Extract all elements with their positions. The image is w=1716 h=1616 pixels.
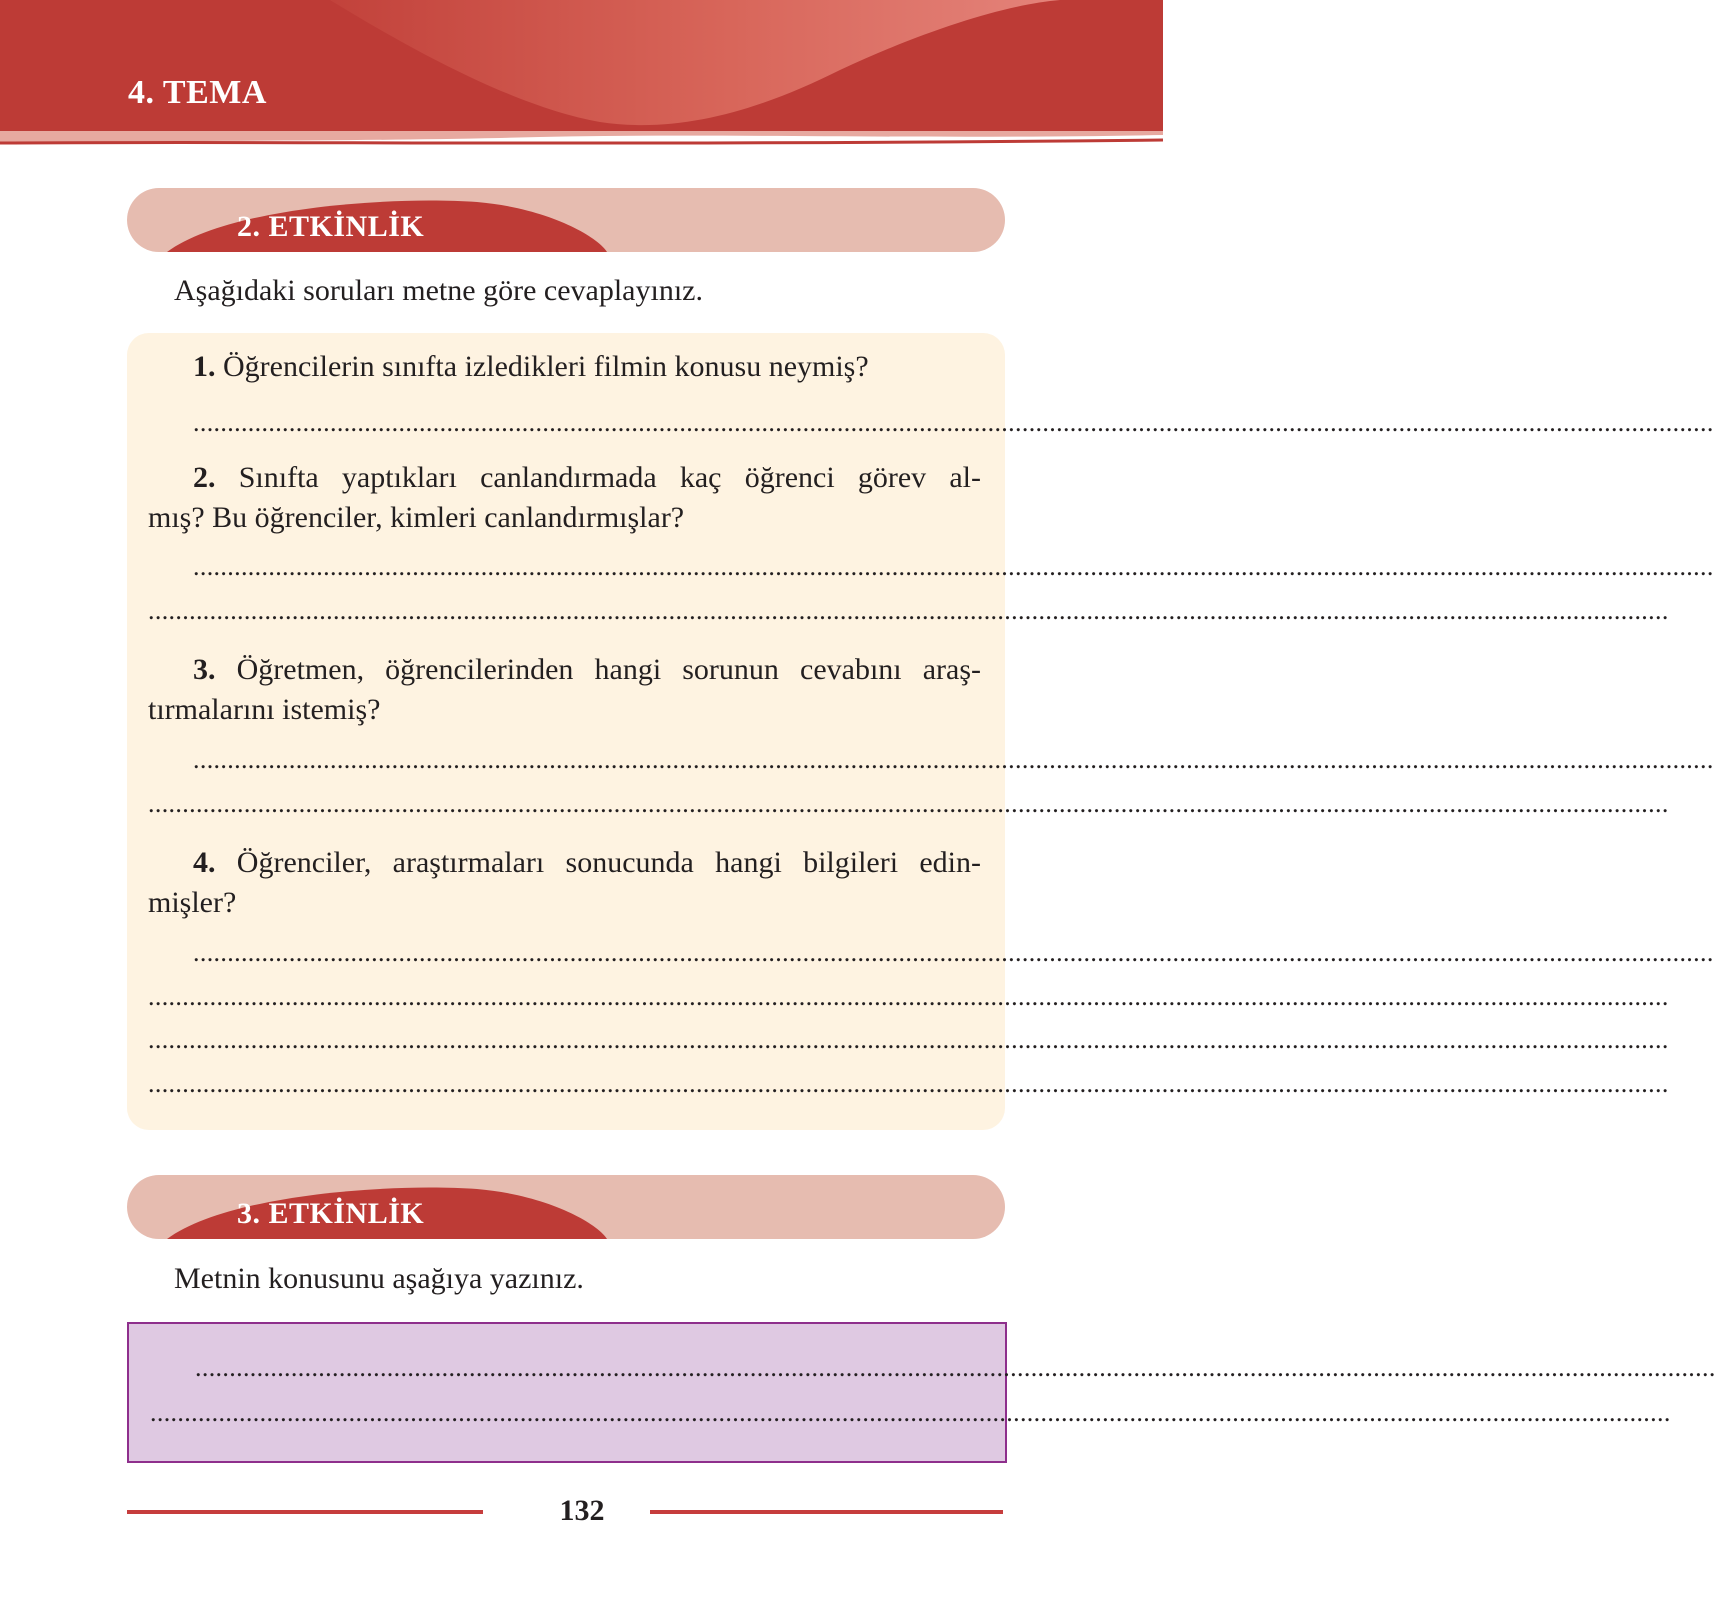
questions-box	[127, 333, 1714, 1130]
activity-2-heading	[127, 188, 1005, 252]
activity-3-heading	[127, 1175, 1005, 1239]
question-number: 4.	[193, 846, 216, 879]
question-2-line-2: mış? Bu öğrenciler, kimleri canlandırmışlar?	[148, 501, 685, 534]
answer-line[interactable]: ..............................................................................................................................................................................................................................	[150, 1398, 1671, 1427]
answer-line[interactable]: ..............................................................................................................................................................................................................................	[148, 1025, 1669, 1054]
activity-3-title: 3. ETKİNLİK	[237, 1197, 425, 1230]
topic-answer-box	[127, 1322, 1716, 1463]
activity-3-instruction: Metnin konusunu aşağıya yazınız.	[174, 1262, 584, 1295]
question-number: 2.	[193, 461, 216, 494]
header-banner	[0, 0, 1163, 150]
answer-line[interactable]: ..............................................................................................................................................................................................................................	[148, 789, 1669, 818]
activity-2-instruction: Aşağıdaki soruları metne göre cevaplayınız.	[174, 274, 703, 307]
answer-line[interactable]: ..............................................................................................................................................................................................................................	[193, 938, 1714, 967]
question-text: Sınıfta yaptıkları canlandırmada kaç öğrenci görev al-	[238, 461, 982, 494]
question-3-line-1	[148, 650, 981, 690]
activity-2-title: 2. ETKİNLİK	[237, 210, 425, 243]
answer-line[interactable]: ..............................................................................................................................................................................................................................	[195, 1353, 1716, 1382]
answer-line[interactable]: ..............................................................................................................................................................................................................................	[148, 596, 1669, 625]
answer-line[interactable]: ..............................................................................................................................................................................................................................	[193, 552, 1714, 581]
theme-title: 4. TEMA	[128, 74, 267, 111]
question-4-line-2: mişler?	[148, 886, 237, 919]
question-4-line-1	[148, 843, 981, 883]
footer-rule-right	[650, 1510, 1003, 1514]
answer-line[interactable]: ..............................................................................................................................................................................................................................	[193, 408, 1714, 437]
question-text: Öğretmen, öğrencilerinden hangi sorunun cevabını araş-	[236, 653, 982, 686]
answer-line[interactable]: ..............................................................................................................................................................................................................................	[193, 745, 1714, 774]
page-number: 132	[559, 1494, 605, 1527]
question-number: 1.	[193, 350, 216, 383]
question-1	[193, 347, 869, 387]
question-2-line-1	[148, 458, 981, 498]
question-text: Öğrencilerin sınıfta izledikleri filmin konusu neymiş?	[223, 350, 869, 383]
footer-rule-left	[127, 1510, 483, 1514]
question-3-line-2: tırmalarını istemiş?	[148, 693, 381, 726]
answer-line[interactable]: ..............................................................................................................................................................................................................................	[148, 1069, 1669, 1098]
question-number: 3.	[193, 653, 216, 686]
question-text: Öğrenciler, araştırmaları sonucunda hangi bilgileri edin-	[236, 846, 981, 879]
answer-line[interactable]: ..............................................................................................................................................................................................................................	[148, 982, 1669, 1011]
